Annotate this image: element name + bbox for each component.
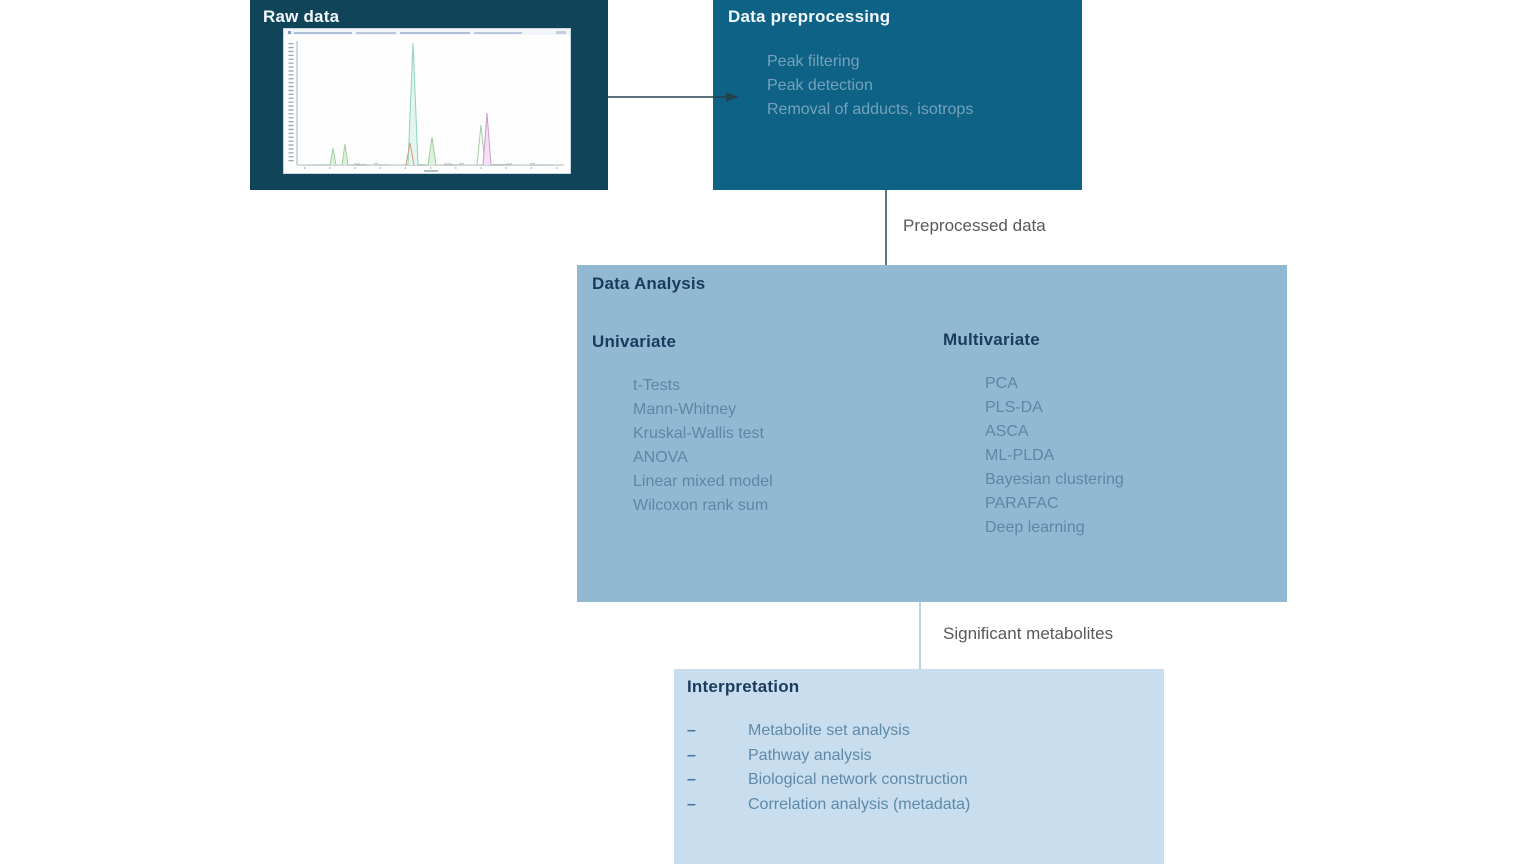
preprocessing-title: Data preprocessing [728,7,891,26]
raw-data-box [250,0,608,190]
list-item [687,768,970,793]
list-item: t-Tests [633,377,681,394]
data-analysis-box [577,265,1287,602]
list-item: Bayesian clustering [985,471,1124,488]
raw-data-title: Raw data [263,7,340,26]
list-item: PARAFAC [985,495,1059,512]
list-item [687,719,970,744]
list-item: Peak filtering [767,53,860,70]
preprocessing-box [713,0,1082,190]
dash-bullet: – [687,722,696,739]
list-item: Linear mixed model [633,473,773,490]
list-item-label: Metabolite set analysis [748,722,910,739]
univariate-list [633,374,773,518]
list-item: PCA [985,375,1018,392]
list-item: ML-PLDA [985,447,1055,464]
list-item [687,744,970,769]
significant-metabolites-label: Significant metabolites [943,624,1114,643]
list-item: Removal of adducts, isotrops [767,101,974,118]
preprocessed-data-label: Preprocessed data [903,216,1046,235]
list-item [687,793,970,818]
multivariate-title: Multivariate [943,330,1040,349]
interpretation-box [674,669,1164,864]
preprocessing-list [767,50,973,122]
dash-bullet: – [687,746,696,764]
list-item: PLS-DA [985,399,1043,416]
list-item: Deep learning [985,519,1085,536]
list-item: Peak detection [767,77,873,94]
list-item: Mann-Whitney [633,401,737,418]
list-item: ANOVA [633,449,688,466]
list-item: ASCA [985,423,1029,440]
arrow-raw-to-preprocessing [606,89,742,105]
univariate-title: Univariate [592,332,677,351]
list-item: Wilcoxon rank sum [633,497,769,514]
dash-bullet: – [687,771,696,788]
multivariate-list [985,372,1124,540]
chromatogram-thumbnail [283,28,571,174]
list-item: Kruskal-Wallis test [633,425,764,442]
interpretation-list [687,719,970,817]
dash-bullet: – [687,795,696,813]
chromatogram-plot-icon [284,29,570,173]
list-item-label: Correlation analysis (metadata) [748,795,971,813]
list-item-label: Pathway analysis [748,746,872,764]
data-analysis-title: Data Analysis [592,274,706,293]
interpretation-title: Interpretation [687,677,800,696]
list-item-label: Biological network construction [748,771,968,788]
